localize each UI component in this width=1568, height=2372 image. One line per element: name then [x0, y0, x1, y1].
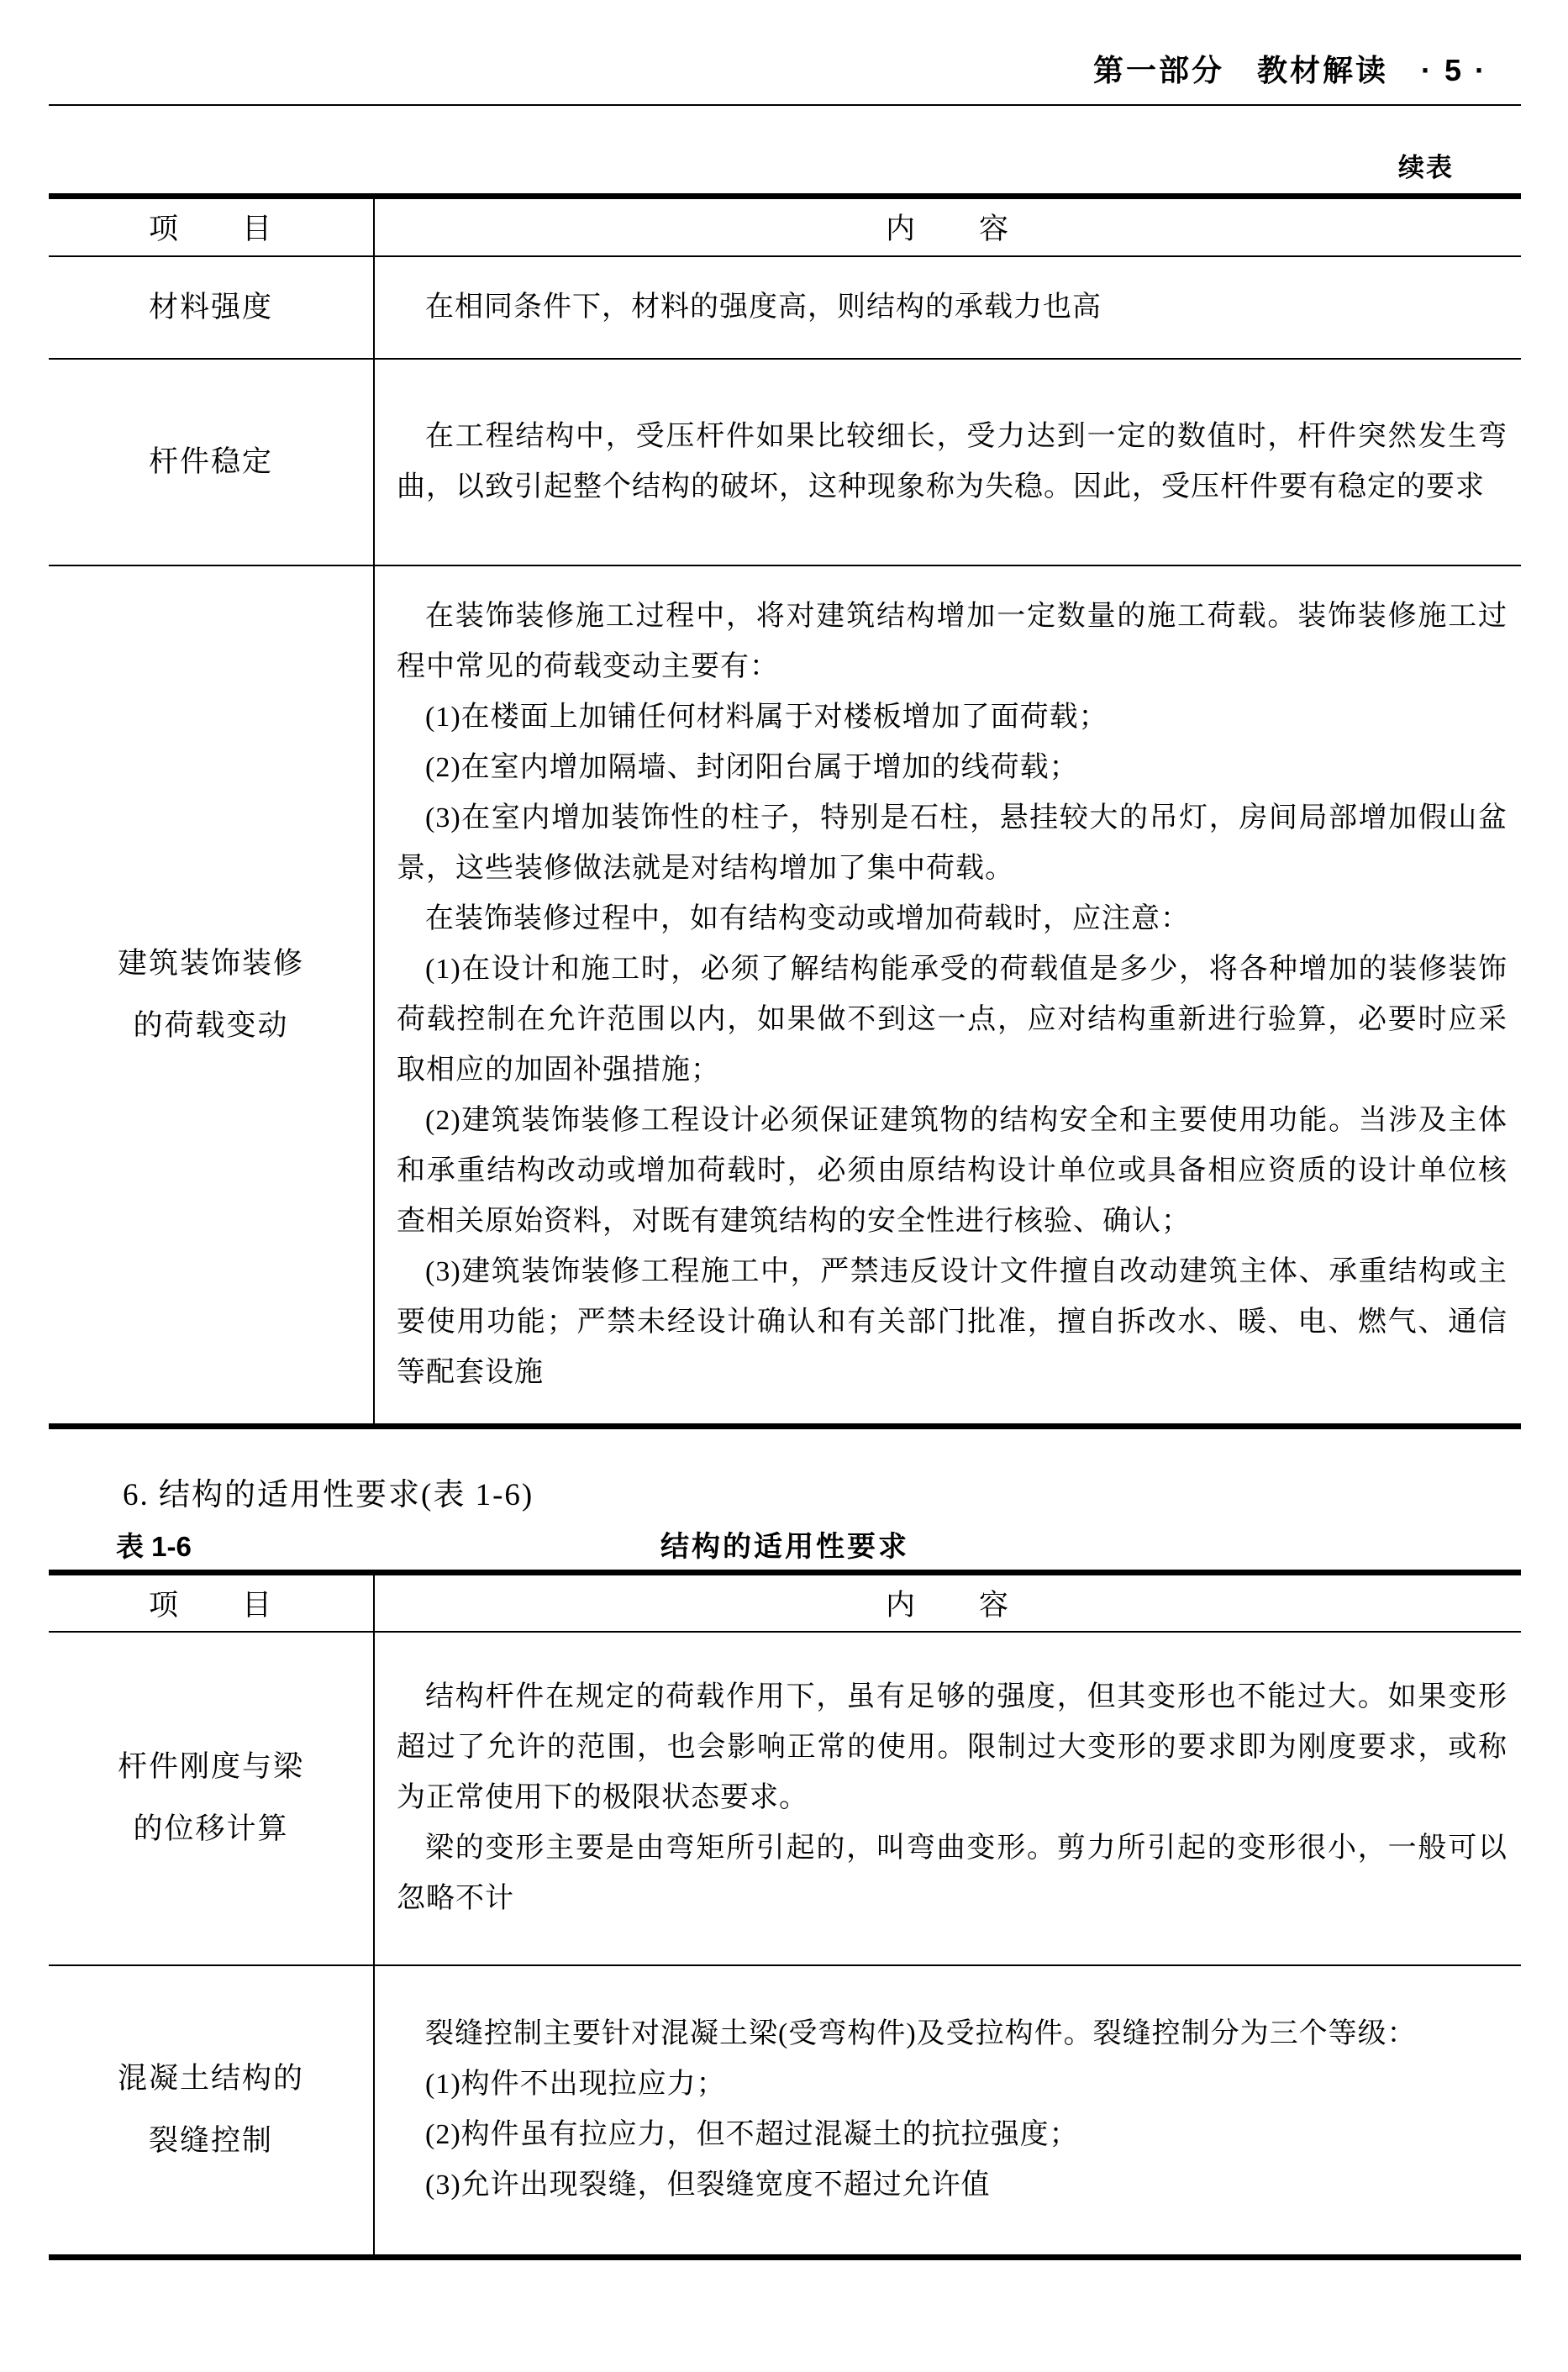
- item-label: 杆件刚度与梁: [117, 1750, 304, 1783]
- content-cell: [374, 359, 1521, 565]
- table-row: [49, 565, 1521, 1427]
- content-cell: [374, 1632, 1521, 1965]
- item-label: 的位移计算: [133, 1812, 289, 1845]
- item-label: 材料强度: [148, 290, 273, 323]
- paragraph: (2)构件虽有拉应力，但不超过混凝土的抗拉强度；: [425, 2119, 1079, 2151]
- paragraph: (1)构件不出现拉应力；: [425, 2069, 726, 2101]
- table-header-row: [49, 197, 1521, 256]
- running-head: 第一部分 教材解读 · 5 ·: [1092, 53, 1487, 87]
- column-header-content: 内 容: [374, 197, 1521, 256]
- table-caption-title: 结构的适用性要求: [660, 1531, 909, 1563]
- table-caption: [49, 1523, 1521, 1565]
- item-label: 裂缝控制: [148, 2124, 273, 2158]
- paragraph: 结构杆件在规定的荷载作用下，虽有足够的强度，但其变形也不能过大。如果变形超过了允许的范围，也会影响正常的使用。限制过大变形的要求即为刚度要求，或称为正常使用下的极限状态要求。: [397, 1681, 1507, 1813]
- content-cell: [374, 256, 1521, 359]
- item-label: 杆件稳定: [148, 444, 273, 478]
- paragraph: 在工程结构中，受压杆件如果比较细长，受力达到一定的数值时，杆件突然发生弯曲，以致引起整个结构的破坏，这种现象称为失稳。因此，受压杆件要有稳定的要求: [397, 420, 1507, 502]
- table-row: [49, 1965, 1521, 2258]
- continued-table-label: 续表: [1398, 153, 1454, 182]
- paragraph: 裂缝控制主要针对混凝土梁(受弯构件)及受拉构件。裂缝控制分为三个等级：: [425, 2018, 1417, 2050]
- table-continued: [49, 193, 1521, 1429]
- paragraph: (3)允许出现裂缝，但裂缝宽度不超过允许值: [425, 2170, 991, 2201]
- item-cell: [49, 359, 374, 565]
- item-cell: [49, 256, 374, 359]
- paragraph: 在相同条件下，材料的强度高，则结构的承载力也高: [425, 291, 1102, 323]
- table-row: [49, 1632, 1521, 1965]
- table-caption-number: 表 1-6: [116, 1531, 192, 1562]
- table-row: [49, 256, 1521, 359]
- item-label: 混凝土结构的: [117, 2062, 304, 2096]
- paragraph: (2)在室内增加隔墙、封闭阳台属于增加的线荷载；: [425, 751, 1079, 783]
- content-cell: [374, 565, 1521, 1427]
- table-1-6: [49, 1570, 1521, 2260]
- item-cell: [49, 565, 374, 1427]
- table-row: [49, 359, 1521, 565]
- column-header-content: 内 容: [374, 1573, 1521, 1632]
- column-header-item: 项 目: [49, 197, 374, 256]
- header-divider: [49, 104, 1521, 106]
- column-header-item: 项 目: [49, 1573, 374, 1632]
- section-heading: 6. 结构的适用性要求(表 1-6): [123, 1478, 534, 1512]
- item-label: 的荷载变动: [133, 1008, 289, 1042]
- item-label: 建筑装饰装修: [117, 946, 304, 980]
- item-cell: [49, 1632, 374, 1965]
- paragraph: (1)在设计和施工时，必须了解结构能承受的荷载值是多少，将各种增加的装修装饰荷载控制在允许范围以内，如果做不到这一点，应对结构重新进行验算，必要时应采取相应的加固补强措施；: [397, 953, 1507, 1086]
- paragraph: (3)建筑装饰装修工程施工中，严禁违反设计文件擅自改动建筑主体、承重结构或主要使用功能；严禁未经设计确认和有关部门批准，擅自拆改水、暖、电、燃气、通信等配套设施: [397, 1255, 1507, 1388]
- table-header-row: [49, 1573, 1521, 1632]
- content-cell: [374, 1965, 1521, 2258]
- paragraph: (2)建筑装饰装修工程设计必须保证建筑物的结构安全和主要使用功能。当涉及主体和承重结构改动或增加荷载时，必须由原结构设计单位或具备相应资质的设计单位核查相关原始资料，对既有建筑结构的安全性进行核验、确认；: [397, 1104, 1507, 1237]
- paragraph: 在装饰装修过程中，如有结构变动或增加荷载时，应注意：: [425, 902, 1190, 934]
- paragraph: (3)在室内增加装饰性的柱子，特别是石柱，悬挂较大的吊灯，房间局部增加假山盆景，这些装修做法就是对结构增加了集中荷载。: [397, 802, 1507, 884]
- paragraph: 梁的变形主要是由弯矩所引起的，叫弯曲变形。剪力所引起的变形很小，一般可以忽略不计: [397, 1833, 1507, 1914]
- item-cell: [49, 1965, 374, 2258]
- paragraph: (1)在楼面上加铺任何材料属于对楼板增加了面荷载；: [425, 701, 1108, 733]
- paragraph: 在装饰装修施工过程中，将对建筑结构增加一定数量的施工荷载。装饰装修施工过程中常见的荷载变动主要有：: [397, 600, 1507, 682]
